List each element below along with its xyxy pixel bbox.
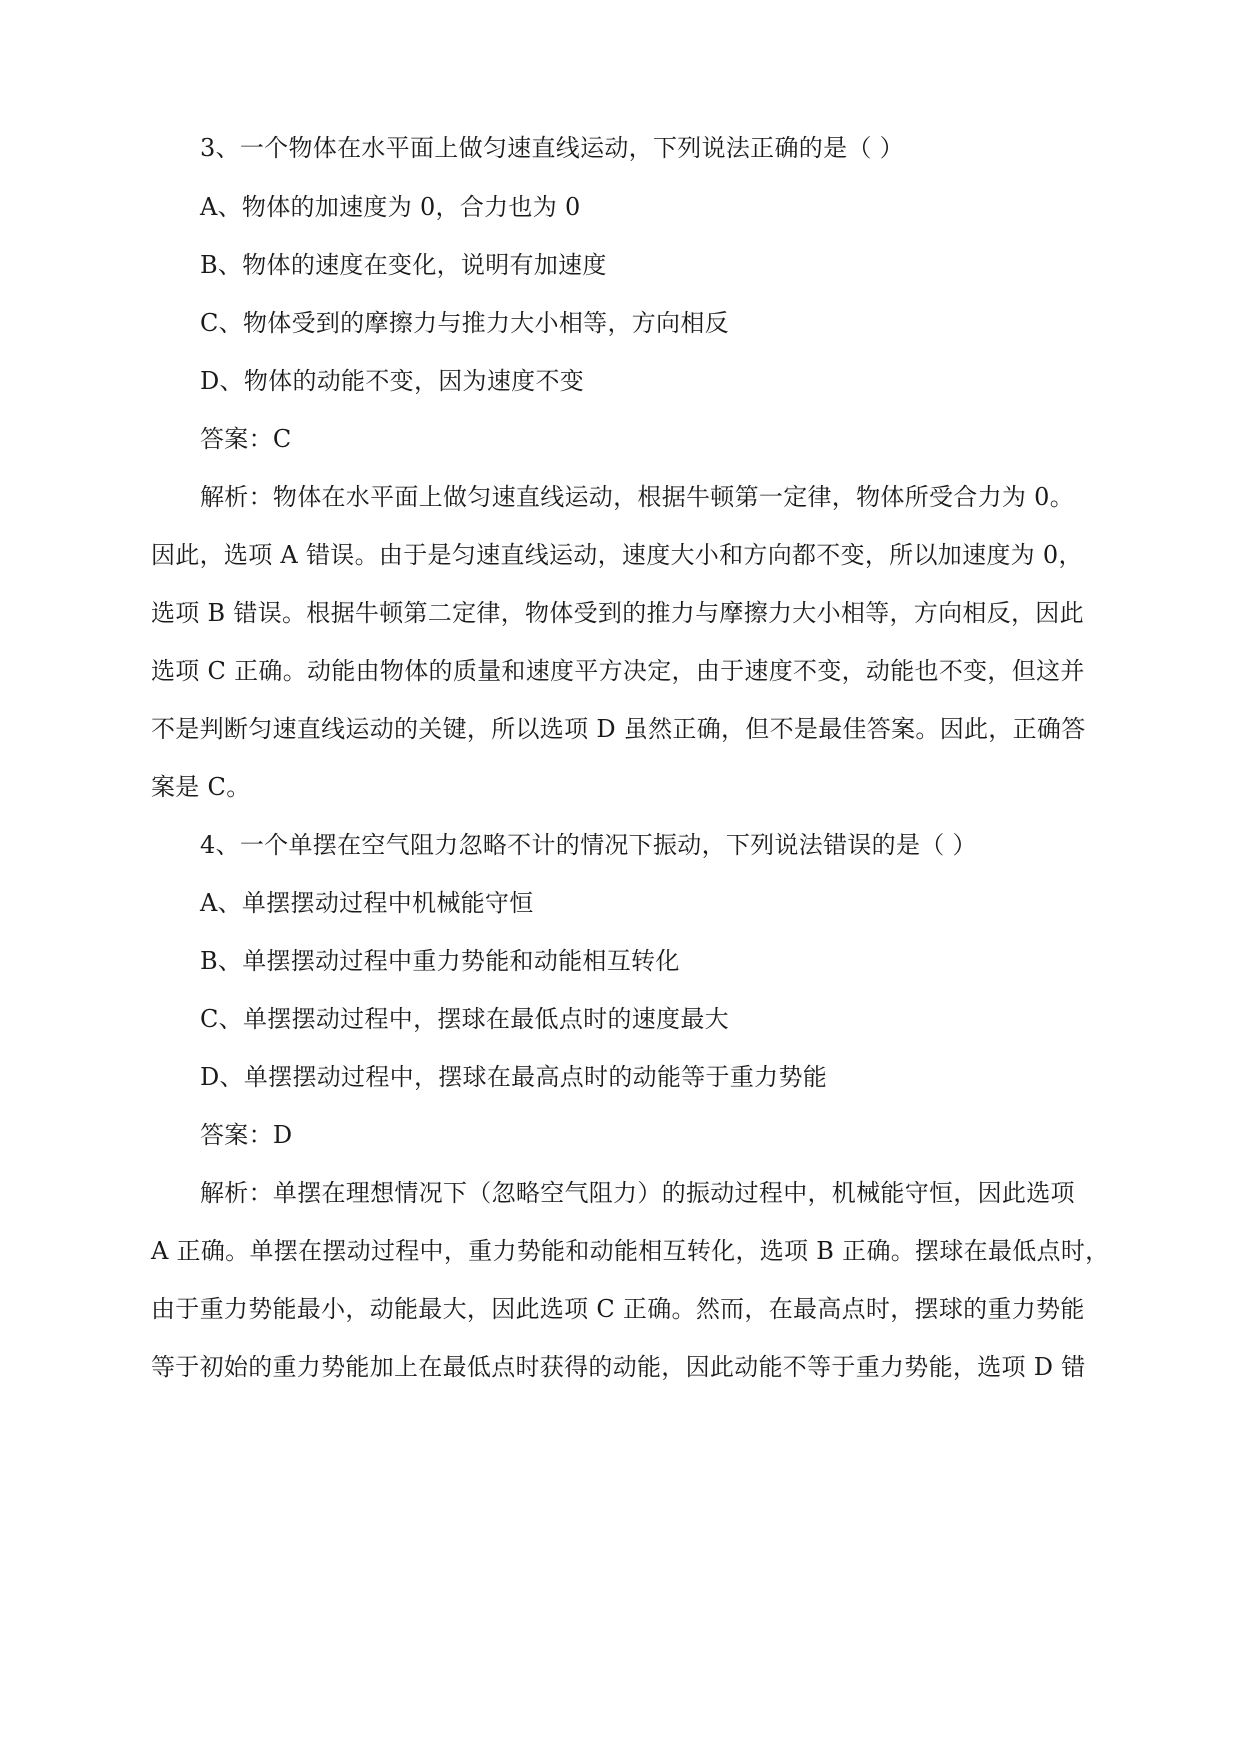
question-4-option-a: A、单摆摆动过程中机械能守恒 [200,889,534,917]
question-4-analysis-line: 由于重力势能最小，动能最大，因此选项 C 正确。然而，在最高点时，摆球的重力势能 [151,1295,1085,1323]
question-4-analysis-line: 解析：单摆在理想情况下（忽略空气阻力）的振动过程中，机械能守恒，因此选项 [200,1179,1075,1207]
question-4-text: 4、一个单摆在空气阻力忽略不计的情况下振动，下列说法错误的是（ ） [200,831,977,859]
question-3-analysis-line: 不是判断匀速直线运动的关键，所以选项 D 虽然正确，但不是最佳答案。因此，正确答 [151,715,1086,743]
question-4-option-b: B、单摆摆动过程中重力势能和动能相互转化 [200,947,680,975]
question-3-analysis-line: 因此，选项 A 错误。由于是匀速直线运动，速度大小和方向都不变，所以加速度为 0， [151,541,1083,569]
question-4-option-d: D、单摆摆动过程中，摆球在最高点时的动能等于重力势能 [200,1063,828,1091]
question-4-option-c: C、单摆摆动过程中，摆球在最低点时的速度最大 [200,1005,729,1033]
question-3-analysis-line: 解析：物体在水平面上做匀速直线运动，根据牛顿第一定律，物体所受合力为 0。 [200,483,1074,511]
question-4-analysis-line: A 正确。单摆在摆动过程中，重力势能和动能相互转化，选项 B 正确。摆球在最低点时， [151,1237,1110,1265]
question-3-analysis-line: 选项 B 错误。根据牛顿第二定律，物体受到的推力与摩擦力大小相等，方向相反，因此 [151,599,1084,627]
question-4-answer: 答案：D [200,1121,293,1149]
question-3-option-a: A、物体的加速度为 0，合力也为 0 [200,193,581,221]
question-3-analysis-line: 案是 C。 [151,773,251,801]
question-3-answer: 答案：C [200,425,292,453]
question-3-option-b: B、物体的速度在变化，说明有加速度 [200,251,607,279]
question-3-option-c: C、物体受到的摩擦力与推力大小相等，方向相反 [200,309,729,337]
question-4-analysis-line: 等于初始的重力势能加上在最低点时获得的动能，因此动能不等于重力势能，选项 D 错 [151,1353,1086,1381]
question-3-option-d: D、物体的动能不变，因为速度不变 [200,367,585,395]
question-3-text: 3、一个物体在水平面上做匀速直线运动，下列说法正确的是（ ） [200,134,904,162]
question-3-analysis-line: 选项 C 正确。动能由物体的质量和速度平方决定，由于速度不变，动能也不变，但这并 [151,657,1085,685]
